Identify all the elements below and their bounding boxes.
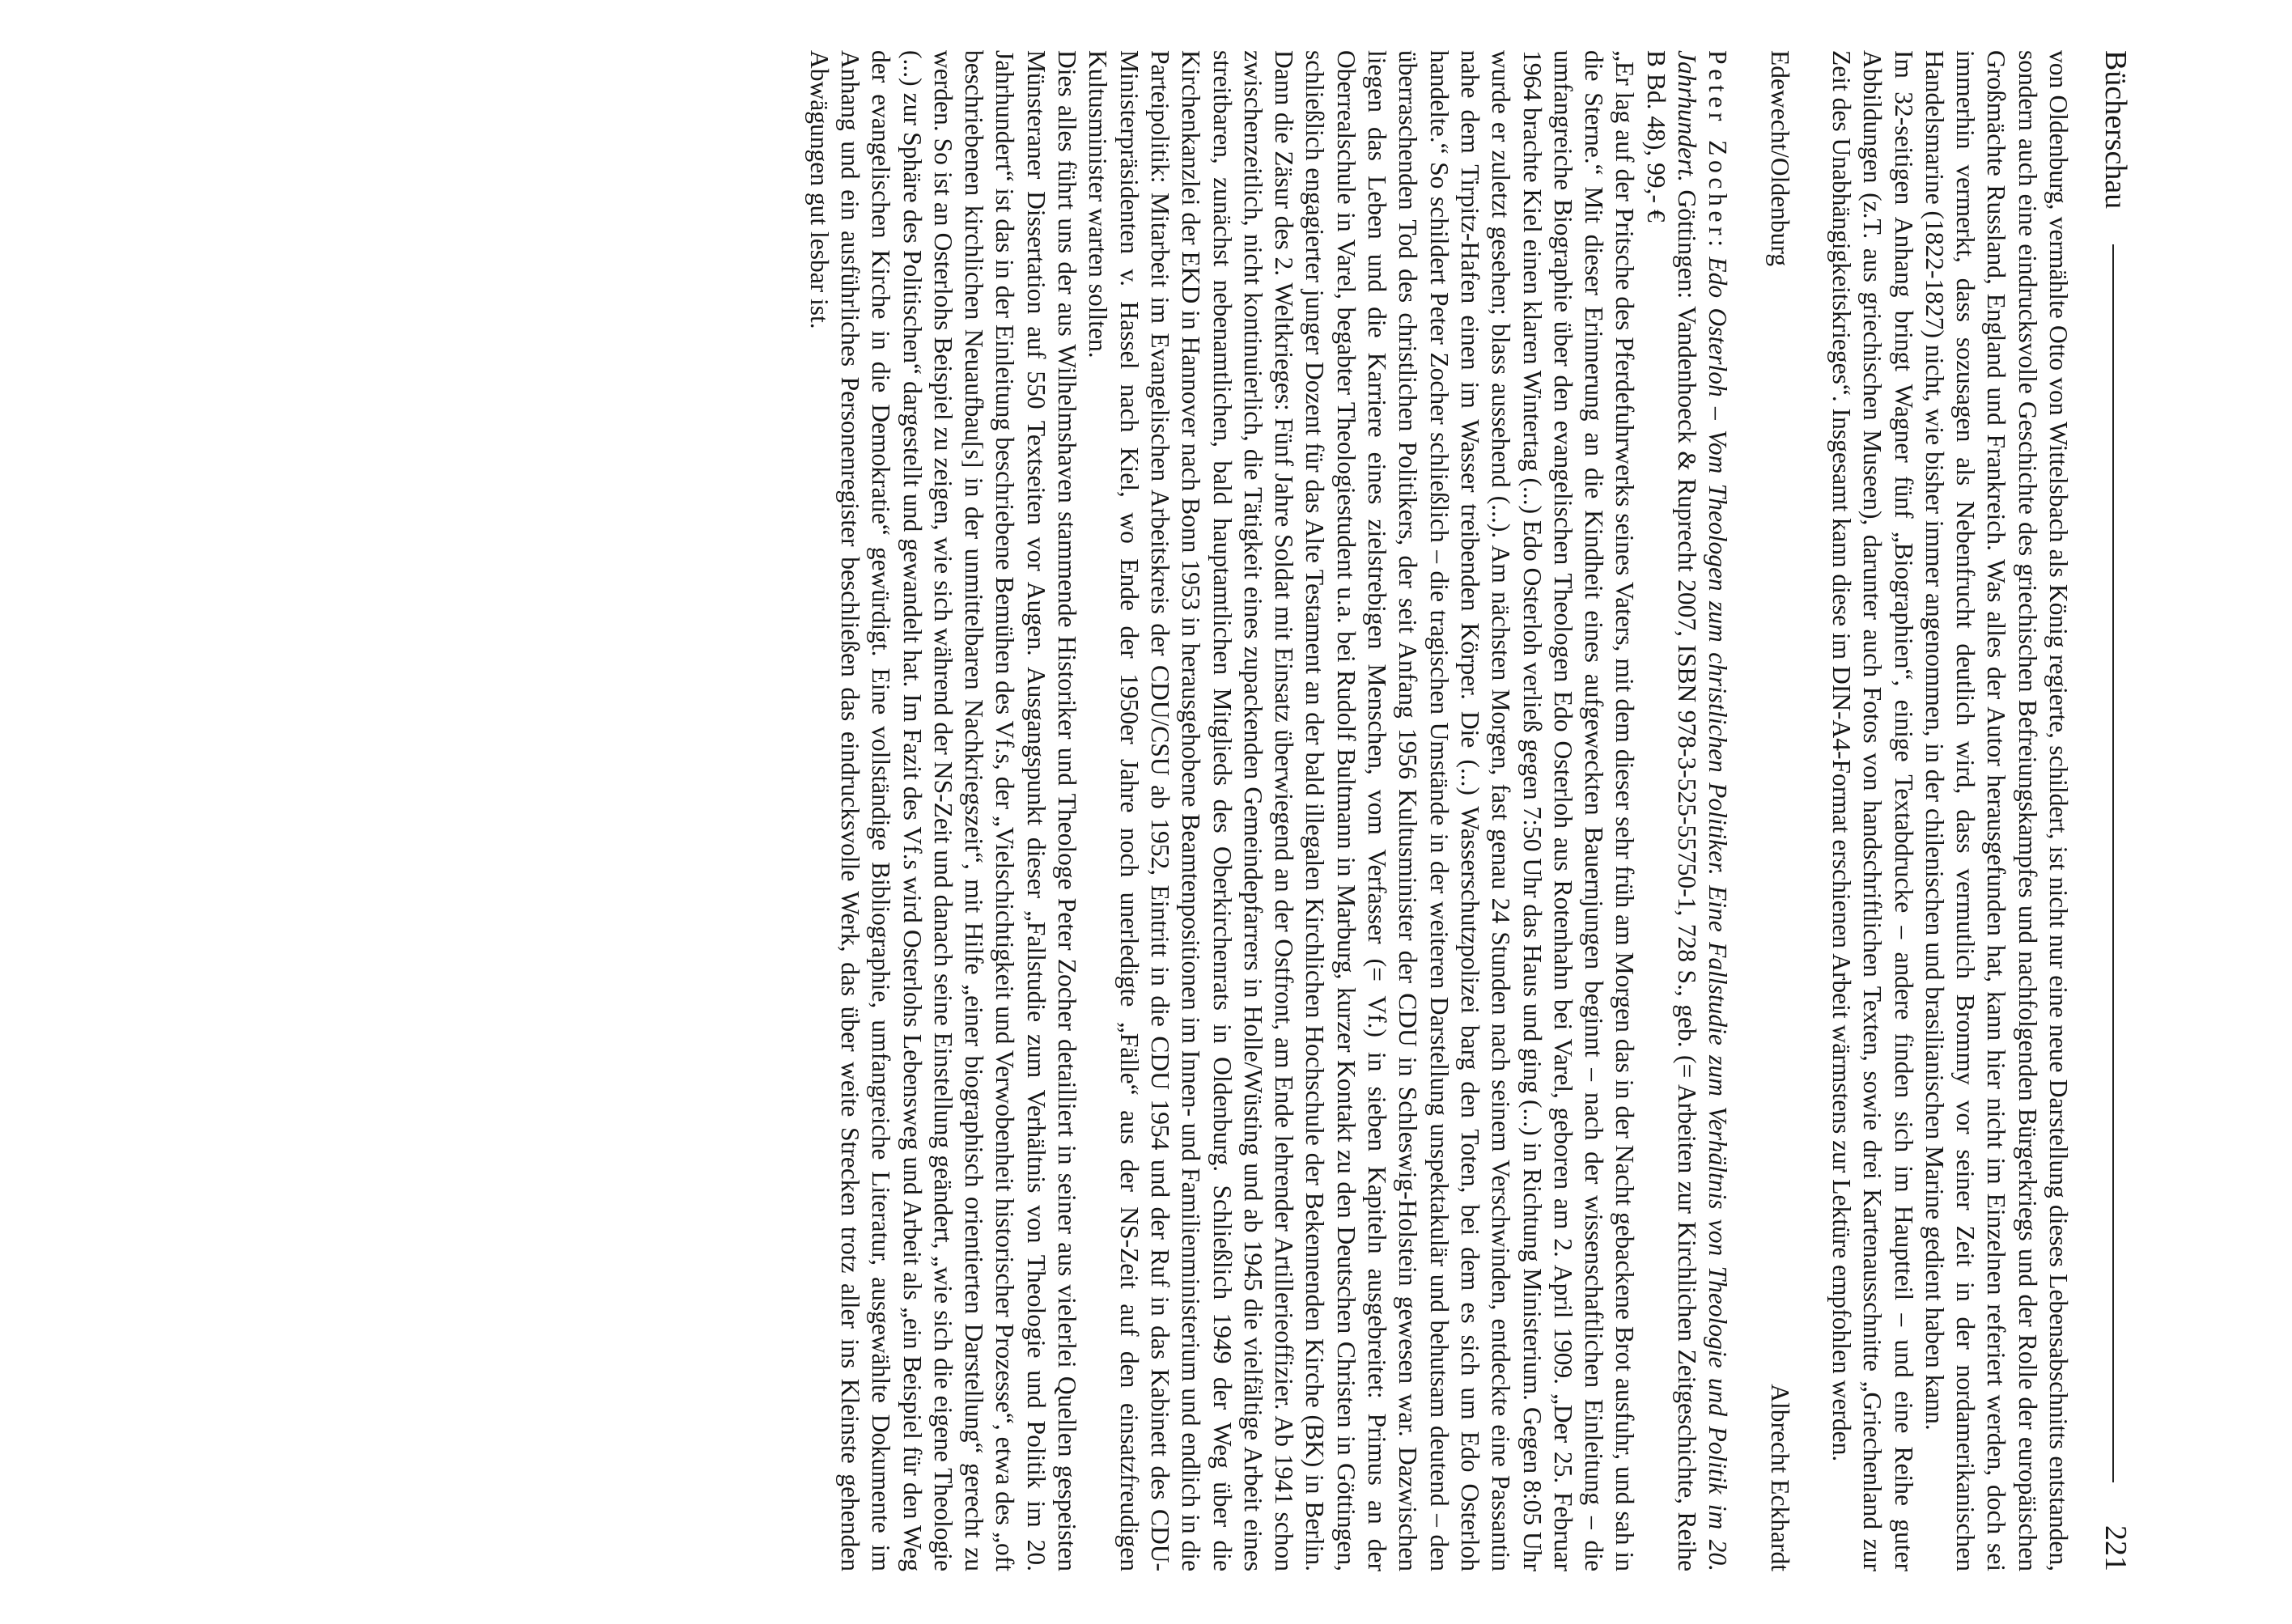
- review1-signature: [1764, 50, 1794, 1571]
- review2-book-title: Edo Osterloh – Vom Theologen zum christlichen Politiker. Eine Fallstudie zum Verhältnis von Theologie und Politik im 20. Jahrhundert.: [1673, 50, 1733, 1571]
- review2-author-separator: :: [1704, 240, 1733, 257]
- review2-paragraph-1: „Er lag auf der Pritsche des Pferdefuhrwerks seines Vaters, mit dem dieser sehr früh am Morgen das in der Nacht gebackene Brot ausfuhr, und sah in die Sterne.“ Mit dieser Erinnerung an die Kindheit eines aufgeweckten Bauernjungen beginnt – nach der wissenschaftlichen Einleitung – die umfangreiche Biographie über den evangelischen Theologen Edo Osterloh aus Rotenhahn bei Varel, geboren am 2. April 1909. „Der 25. Februar 1964 brachte Kiel einen klaren Wintertag (...) Edo Osterloh verließ gegen 7:50 Uhr das Haus und ging (...) in Richtung Ministerium. Gegen 8:05 Uhr wurde er zuletzt gesehen; blass aussehend (...). Am nächsten Morgen, fast genau 24 Stunden nach seinem Verschwinden, entdeckte eine Passantin nahe dem Tirpitz-Hafen einen im Wasser treibenden Körper. Die (...) Wasserschutzpolizei barg den Toten, bei dem es sich um Edo Osterloh handelte.“ So schildert Peter Zocher schließlich – die tragischen Umstände in der weiteren Darstellung unspektakulär und behutsam deutend – den überraschenden Tod des christlichen Politikers, der seit Anfang 1956 Kultusminister der CDU in Schleswig-Holstein gewesen war. Dazwischen liegen das Leben und die Karriere eines zielstrebigen Menschen, vom Verfasser (= Vf.) in sieben Kapiteln ausgebreitet: Primus an der Oberrealschule in Varel, begabter Theologiestudent u.a. bei Rudolf Bultmann in Marburg, kurzer Kontakt zu den Deutschen Christen in Göttingen, schließlich engagierter junger Dozent für das Alte Testament an der bald illegalen Kirchlichen Hochschule der Bekennenden Kirche (BK) in Berlin. Dann die Zäsur des 2. Weltkrieges: Fünf Jahre Soldat mit Einsatz überwiegend an der Ostfront, am Ende lehrender Artillerieoffizier. Ab 1941 schon zwischenzeitlich, nicht kontinuierlich, die Tätigkeit eines zupackenden Gemeindepfarrers in Holle/Wüsting und ab 1945 die vielfältige Arbeit eines streitbaren, zunächst nebenamtlichen, bald hauptamtlichen Mitglieds des Oberkirchenrats in Oldenburg. Schließlich 1949 der Weg über die Kirchenkanzlei der EKD in Hannover nach Bonn 1953 in herausgehobene Beamtenpositionen im Innen- und Familienministerium und endlich in die Parteipolitik: Mitarbeit im Evangelischen Arbeitskreis der CDU/CSU ab 1952, Eintritt in die CDU 1954 und der Ruf in das Kabinett des CDU-Ministerpräsidenten v. Hassel nach Kiel, wo Ende der 1950er Jahre noch unerledigte „Fälle“ aus der NS-Zeit auf den einsatzfreudigen Kultusminister warten sollten.: [1084, 50, 1640, 1571]
- review1-paragraph-2: Im 32-seitigen Anhang bringt Wagner fünf „Biographien“, einige Textabdrucke – andere finden sich im Hauptteil – und eine Reihe guter Abbildungen (z.T. aus griechischen Museen), darunter auch Fotos von handschriftlichen Texten, sowie drei Kartenausschnitte „Griechenland zur Zeit des Unabhängigkeitskrieges“. Insgesamt kann diese im DIN-A4-Format erschienen Arbeit wärmstens zur Lektüre empfohlen werden.: [1827, 50, 1918, 1571]
- signature-name: Albrecht Eckhardt: [1765, 1384, 1794, 1571]
- review2-citation: [1640, 50, 1733, 1571]
- review2-paragraph-2: Dies alles führt uns der aus Wilhelmshaven stammende Historiker und Theologe Peter Zocher detailliert in seiner aus vielerlei Quellen gespeisten Münsteraner Dissertation auf 550 Textseiten vor Augen. Ausgangspunkt dieser „Fallstudie zum Verhältnis von Theologie und Politik im 20. Jahrhundert“ ist das in der Einleitung beschriebene Bemühen des Vf.s, der „Vielschichtigkeit und Verwobenheit historischer Prozesse“, etwa des „oft beschriebenen kirchlichen Neuaufbau[s] in der unmittelbaren Nachkriegszeit“, mit Hilfe „einer biographisch orientierten Darstellung“ gerecht zu werden. So ist an Osterlohs Beispiel zu zeigen, wie sich während der NS-Zeit und danach seine Einstellung geändert, „wie sich die eigene Theologie (...) zur Sphäre des Politischen“ dargestellt und gewandelt hat. Im Fazit des Vf.s wird Osterlohs Lebensweg und Arbeit als „ein Beispiel für den Weg der evangelischen Kirche in die Demokratie“ gewürdigt. Eine vollständige Bibliographie, umfangreiche Literatur, ausgewählte Dokumente im Anhang und ein ausführliches Personenregister beschließen das eindrucksvolle Werk, das über weite Strecken trotz aller ins Kleinste gehenden Abwägungen gut lesbar ist.: [804, 50, 1082, 1571]
- section-title: Bücherschau: [2099, 50, 2133, 210]
- review2-bibliographic-details: Göttingen: Vandenhoeck & Ruprecht 2007, ISBN 978-3-525-55750-1, 728 S., geb. (= Arbeiten zur Kirchlichen Zeitgeschichte, Reihe B Bd. 48), 99,- €: [1641, 50, 1702, 1571]
- running-header: [2085, 50, 2137, 1571]
- page-number: 221: [2099, 1525, 2133, 1571]
- header-rule: [2112, 244, 2114, 1482]
- page-body: [803, 50, 2073, 1571]
- review2-author: Peter Zocher: [1704, 50, 1733, 240]
- review1-paragraph-1: von Oldenburg, vermählte Otto von Wittelsbach als König regierte, schildert, ist nicht nur eine neue Darstellung dieses Lebensabschnitts entstanden, sondern auch eine eindrucksvolle Geschichte des griechischen Befreiungskampfes und nachfolgenden Bürgerkriegs und der Rolle der europäischen Großmächte Russland, England und Frankreich. Was alles der Autor herausgefunden hat, kann hier nicht im Einzelnen referiert werden, doch sei immerhin vermerkt, dass sozusagen als Nebenfrucht deutlich wird, dass vermutlich Brommy vor seiner Zeit in der nordamerikanischen Handelsmarine (1822-1827) nicht, wie bisher immer angenommen, in der chilenischen und brasilianischen Marine gedient haben kann.: [1920, 50, 2073, 1571]
- signature-place: Edewecht/Oldenburg: [1765, 50, 1794, 267]
- rotated-book-page: [0, 50, 2137, 1571]
